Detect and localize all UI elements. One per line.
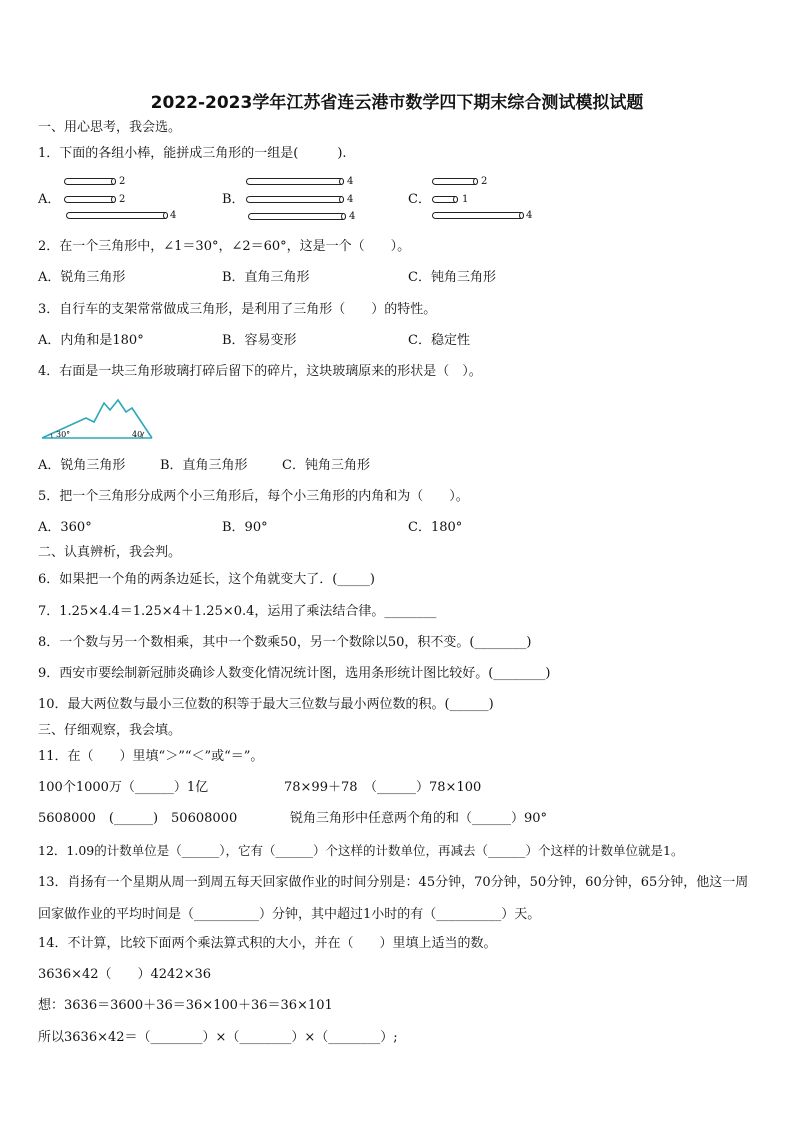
- stick-length: 1: [462, 194, 469, 205]
- stick-length: 4: [526, 210, 533, 221]
- stick: [64, 178, 116, 185]
- q3-option-c: C．稳定性: [408, 333, 470, 348]
- broken-glass-figure: [38, 398, 158, 444]
- q11-row2-right: 锐角三角形中任意两个角的和（______）90°: [290, 811, 548, 826]
- q1-option-a-label: A．: [38, 192, 61, 207]
- section-heading-1: 一、用心思考，我会选。: [38, 120, 182, 135]
- stick: [432, 212, 524, 219]
- q5-option-a: A．360°: [38, 520, 92, 535]
- q14-line-1: 3636×42（ ）4242×36: [38, 967, 212, 982]
- section-heading-2: 二、认真辨析，我会判。: [38, 545, 182, 560]
- q2-option-b: B．直角三角形: [222, 270, 310, 285]
- section-heading-3: 三、仔细观察，我会填。: [38, 723, 182, 738]
- stick: [432, 196, 458, 203]
- angle-label-right: 40: [132, 430, 143, 439]
- q4-option-b: B．直角三角形: [160, 458, 248, 473]
- question-3: 3．自行车的支架常常做成三角形，是利用了三角形（ ）的特性。: [38, 302, 437, 317]
- page-title: 2022-2023学年江苏省连云港市数学四下期末综合测试模拟试题: [150, 93, 644, 113]
- question-12: 12．1.09的计数单位是（______），它有（______）个这样的计数单位，再减去（______）个这样的计数单位就是1。: [38, 843, 684, 858]
- question-4: 4．右面是一块三角形玻璃打碎后留下的碎片，这块玻璃原来的形状是（ ）。: [38, 364, 482, 379]
- question-14: 14．不计算，比较下面两个乘法算式积的大小，并在（ ）里填上适当的数。: [38, 936, 497, 951]
- stick: [246, 178, 344, 185]
- question-10: 10．最大两位数与最小三位数的积等于最大三位数与最小两位数的积。(______): [38, 697, 494, 712]
- q3-option-a: A．内角和是180°: [38, 333, 144, 348]
- q1-option-c-label: C．: [408, 192, 431, 207]
- q11-row2-left: 5608000 (______) 50608000: [38, 811, 238, 826]
- stick-length: 2: [481, 176, 488, 187]
- stick-length: 2: [119, 176, 126, 187]
- q3-option-b: B．容易变形: [222, 333, 297, 348]
- q11-row1-right: 78×99＋78 （______）78×100: [284, 780, 482, 795]
- stick-length: 4: [347, 176, 354, 187]
- question-2: 2．在一个三角形中，∠1＝30°，∠2＝60°，这是一个（ ）。: [38, 239, 411, 254]
- angle-arc-right: [142, 432, 144, 438]
- stick: [432, 178, 478, 185]
- q14-line-3: 所以3636×42＝（________）×（________）×（________）;: [38, 1030, 398, 1045]
- q5-option-c: C．180°: [408, 520, 463, 535]
- question-11: 11．在（ ）里填“＞”“＜”或“＝”。: [38, 749, 264, 764]
- stick-length: 4: [170, 210, 177, 221]
- stick: [66, 212, 168, 219]
- q14-line-2: 想：3636＝3600＋36＝36×100＋36＝36×101: [38, 998, 333, 1013]
- stick-length: 4: [349, 211, 356, 222]
- question-6: 6．如果把一个角的两条边延长，这个角就变大了．(_____): [38, 572, 375, 587]
- question-5: 5．把一个三角形分成两个小三角形后，每个小三角形的内角和为（ ）。: [38, 489, 469, 504]
- stick-length: 4: [347, 194, 354, 205]
- question-8: 8．一个数与另一个数相乘，其中一个数乘50，另一个数除以50，积不变。(________): [38, 635, 532, 650]
- q4-option-c: C．钝角三角形: [282, 458, 370, 473]
- question-7: 7．1.25×4.4＝1.25×4＋1.25×0.4，运用了乘法结合律。________: [38, 604, 437, 619]
- q5-option-b: B．90°: [222, 520, 268, 535]
- angle-label-left: 30°: [56, 430, 71, 439]
- q1-option-b-label: B．: [222, 192, 245, 207]
- q2-option-a: A．锐角三角形: [38, 270, 126, 285]
- stick: [246, 196, 344, 203]
- stick: [248, 213, 346, 220]
- q11-row1-left: 100个1000万（______）1亿: [38, 780, 209, 795]
- question-13: 13．肖扬有一个星期从周一到周五每天回家做作业的时间分别是：45分钟，70分钟，50分钟，60分钟，65分钟，他这一周回家做作业的平均时间是（__________）分钟，其中超过1小时的有（__________）天。: [38, 875, 749, 922]
- stick: [64, 196, 116, 203]
- question-9: 9．西安市要绘制新冠肺炎确诊人数变化情况统计图，选用条形统计图比较好。(________): [38, 666, 551, 681]
- q2-option-c: C．钝角三角形: [408, 270, 496, 285]
- question-1: 1．下面的各组小棒，能拼成三角形的一组是( ).: [38, 146, 347, 161]
- stick-length: 2: [119, 194, 126, 205]
- q4-option-a: A．锐角三角形: [38, 458, 126, 473]
